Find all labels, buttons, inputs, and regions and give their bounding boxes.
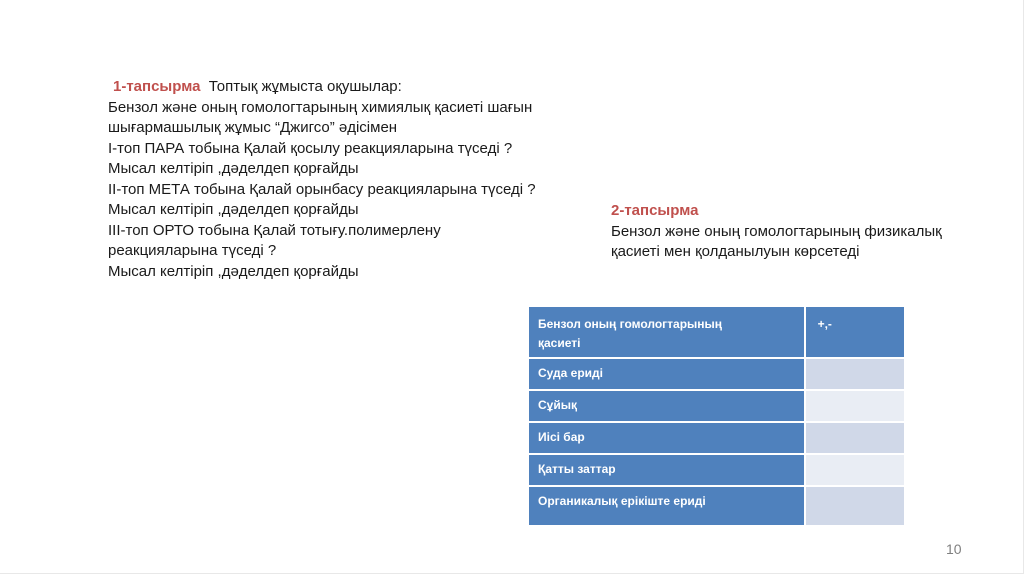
property-cell: Сұйық bbox=[528, 390, 805, 422]
task1-heading bbox=[108, 77, 608, 98]
table-header-value: +,- bbox=[805, 306, 905, 358]
property-cell: Қатты заттар bbox=[528, 454, 805, 486]
properties-table bbox=[527, 305, 906, 527]
task1-line: III-топ ОРТО тобына Қалай тотығу.полимерлену bbox=[108, 221, 441, 239]
task2-line: қасиеті мен қолданылуын көрсетеді bbox=[611, 243, 860, 260]
table-header-property bbox=[528, 306, 805, 358]
task2-line: Бензол және оның гомологтарының физикалық bbox=[611, 222, 942, 240]
task1-line: Мысал келтіріп ,дәделдеп қорғайды bbox=[108, 262, 359, 280]
task1-block bbox=[108, 77, 608, 282]
table-row bbox=[528, 358, 905, 390]
value-cell[interactable] bbox=[805, 390, 905, 422]
task1-line: I-топ ПАРА тобына Қалай қосылу реакцияларына түседі ? bbox=[108, 139, 513, 157]
task2-label: 2-тапсырма bbox=[611, 202, 699, 219]
value-cell[interactable] bbox=[805, 358, 905, 390]
property-cell: Суда ериді bbox=[528, 358, 805, 390]
property-cell: Иісі бар bbox=[528, 422, 805, 454]
value-cell[interactable] bbox=[805, 486, 905, 526]
task1-line: Мысал келтіріп ,дәделдеп қорғайды bbox=[108, 201, 359, 218]
task1-line: Бензол және оның гомологтарының химиялық қасиеті шағын bbox=[108, 98, 533, 116]
task2-block bbox=[611, 201, 1011, 263]
task1-line: шығармашылық жұмыс “Джигсо” әдісімен bbox=[108, 119, 398, 136]
table-row bbox=[528, 486, 905, 526]
task1-line: II-топ МЕТА тобына Қалай орынбасу реакцияларына түседі ? bbox=[108, 180, 536, 198]
task1-line: Мысал келтіріп ,дәделдеп қорғайды bbox=[108, 160, 359, 177]
table-row bbox=[528, 390, 905, 422]
table-row bbox=[528, 454, 905, 486]
value-cell[interactable] bbox=[805, 454, 905, 486]
property-cell: Органикалық ерікіште ериді bbox=[528, 486, 805, 526]
table-row bbox=[528, 422, 905, 454]
table-header-line: Бензол оның гомологтарының bbox=[538, 317, 723, 331]
table-header-row bbox=[528, 306, 905, 358]
value-cell[interactable] bbox=[805, 422, 905, 454]
page-number: 10 bbox=[946, 541, 962, 557]
task1-label: 1-тапсырма bbox=[113, 78, 201, 95]
table-header-line: қасиеті bbox=[538, 336, 581, 350]
task1-line: реакцияларына түседі ? bbox=[108, 242, 277, 259]
task1-intro: Топтық жұмыста оқушылар: bbox=[208, 78, 402, 95]
